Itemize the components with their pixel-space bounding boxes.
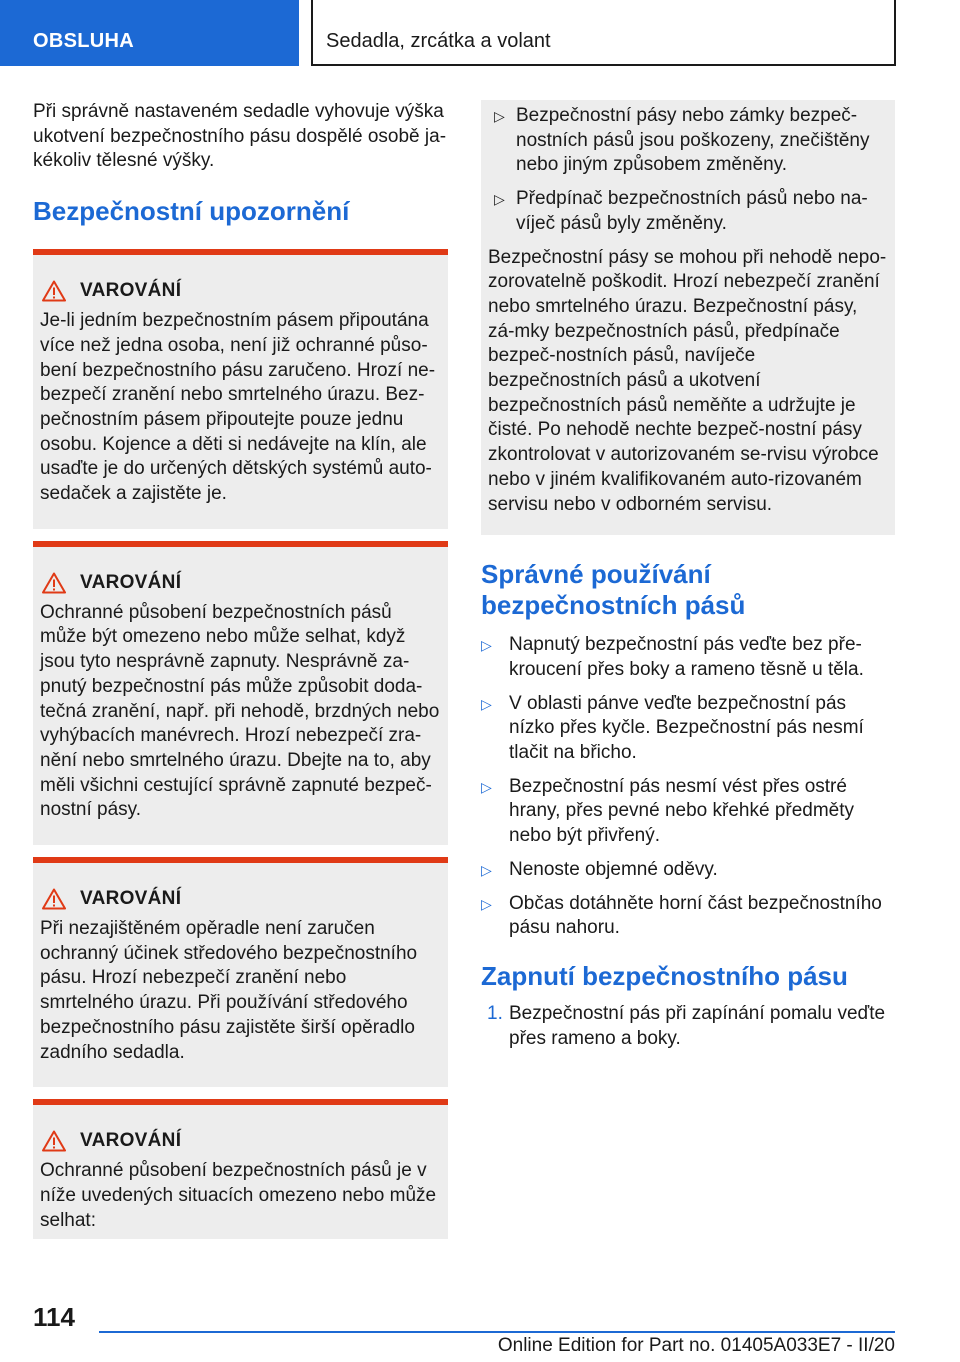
- warning-box: [33, 249, 448, 529]
- warning-text: Při nezajištěném opěradle není zaručen ochranný účinek středového bezpečnostního pásu. Hrozí nebezpečí zranění nebo smrtelného úrazu. Při používání středového bezpečnostního pásu zajistěte širší opěradlo zadního sedadla.: [40, 918, 418, 1063]
- list-item: ▷ V oblasti pánve veďte bezpečnostní pás nízko přes kyčle. Bezpečnostní pás nesmí tlačit na břicho.: [481, 692, 895, 766]
- triangle-bullet-icon: ▷: [494, 191, 505, 208]
- proper-use-heading: Správné používání bezpečnostních pásů: [481, 559, 746, 621]
- list-item: ▷ Napnutý bezpečnostní pás veďte bez pře-kroucení přes boky a rameno těsně u těla.: [481, 633, 895, 682]
- proper-use-list: [481, 633, 895, 941]
- fastening-heading: Zapnutí bezpečnostního pásu: [481, 960, 848, 991]
- triangle-bullet-icon: ▷: [481, 861, 492, 878]
- warning-triangle-icon: [40, 887, 80, 911]
- section-tab: [0, 0, 299, 66]
- warning-triangle-icon: [40, 279, 80, 303]
- triangle-bullet-icon: ▷: [494, 108, 505, 124]
- warning-continuation-box: [481, 100, 895, 535]
- right-column: [481, 100, 895, 1060]
- intro-paragraph: Při správně nastaveném sedadle vyhovuje výška ukotvení bezpečnostního pásu dospělé osobě ja-kékoliv tělesné výšky.: [33, 101, 447, 172]
- section-label: OBSLUHA: [33, 30, 134, 52]
- warning-box: [33, 857, 448, 1087]
- list-item: ▷ Předpínač bezpečnostních pásů nebo na-víječ pásů byly změněny.: [488, 187, 888, 236]
- warning-triangle-icon: [40, 1129, 80, 1153]
- triangle-bullet-icon: ▷: [481, 895, 492, 912]
- warning-text: Bezpečnostní pásy se mohou při nehodě nepo-zorovatelně poškodit. Hrozí nebezpečí zranění nebo smrtelného úrazu. Bezpečnostní pásy, zá-mky bezpečnostních pásů, předpínače bezpeč-nostních pásů, navíječe bezpečnostních pásů a ukotvení bezpečnostních pásů neměňte a udržujte je čisté. Po nehodě nechte bezpeč-nostní pásy zkontrolovat v autorizovaném se-rvisu výrobce nebo v jiném kvalifikovaném auto-rizovaném servisu nebo v odborném servisu.: [488, 246, 887, 515]
- warning-title: VAROVÁNÍ: [80, 280, 182, 302]
- step-number: 1.: [487, 1002, 503, 1024]
- list-item: ▷ Občas dotáhněte horní část bezpečnostního pásu nahoru.: [481, 892, 895, 941]
- list-item: ▷ Nenoste objemné oděvy.: [481, 858, 895, 883]
- warning-text: Ochranné působení bezpečnostních pásů je v níže uvedených situacích omezeno nebo může selhat:: [40, 1160, 437, 1231]
- warning-box: [33, 541, 448, 845]
- list-item: ▷ Bezpečnostní pásy nebo zámky bezpeč-nostních pásů jsou poškozeny, znečištěny nebo jiným způsobem změněny.: [488, 104, 888, 178]
- footer-rule: [99, 1331, 895, 1333]
- triangle-bullet-icon: ▷: [481, 695, 492, 712]
- safety-heading: Bezpečnostní upozornění: [33, 196, 350, 227]
- warning-triangle-icon: [40, 571, 80, 595]
- warning-title: VAROVÁNÍ: [80, 1130, 182, 1152]
- warning-title: VAROVÁNÍ: [80, 888, 182, 910]
- warning-text: Ochranné působení bezpečnostních pásů může být omezeno nebo může selhat, když jsou tyto nesprávně zapnuty. Nesprávně za-pnutý bezpečnostní pás může způsobit doda-tečná zranění, např. při nehodě, brzdných nebo vyhýbacích manévrech. Hrozí nebezpečí zra-nění nebo smrtelného úrazu. Dbejte na to, aby měli všichni cestující správně zapnuté bezpeč-nostní pásy.: [40, 601, 440, 821]
- list-item: ▷ Bezpečnostní pás nesmí vést přes ostré hrany, přes pevné nebo křehké předměty nebo být přivřený.: [481, 775, 895, 849]
- triangle-bullet-icon: ▷: [481, 637, 492, 654]
- footer-edition: Online Edition for Part no. 01405A033E7 - II/20: [497, 1335, 895, 1356]
- warning-title: VAROVÁNÍ: [80, 571, 182, 593]
- chapter-title: Sedadla, zrcátka a volant: [326, 30, 551, 52]
- warning-box: [33, 1099, 448, 1239]
- step-item: 1. Bezpečnostní pás při zapínání pomalu veďte přes rameno a boky.: [481, 1002, 895, 1051]
- chapter-header: [311, 0, 896, 66]
- left-column: [33, 100, 448, 1239]
- triangle-bullet-icon: ▷: [481, 778, 492, 795]
- page-number: 114: [33, 1302, 75, 1332]
- warning-text: Je-li jedním bezpečnostním pásem připoutána více než jedna osoba, není již ochranné půso-bení bezpečnostního pásu zaručeno. Hrozí ne-bezpečí zranění nebo smrtelného úrazu. Bez-pečnostním pásem připoutejte pouze jednu osobu. Kojence a děti si nedávejte na klín, ale usaďte je do určených dětských systémů auto-sedaček a zajistěte je.: [40, 310, 436, 505]
